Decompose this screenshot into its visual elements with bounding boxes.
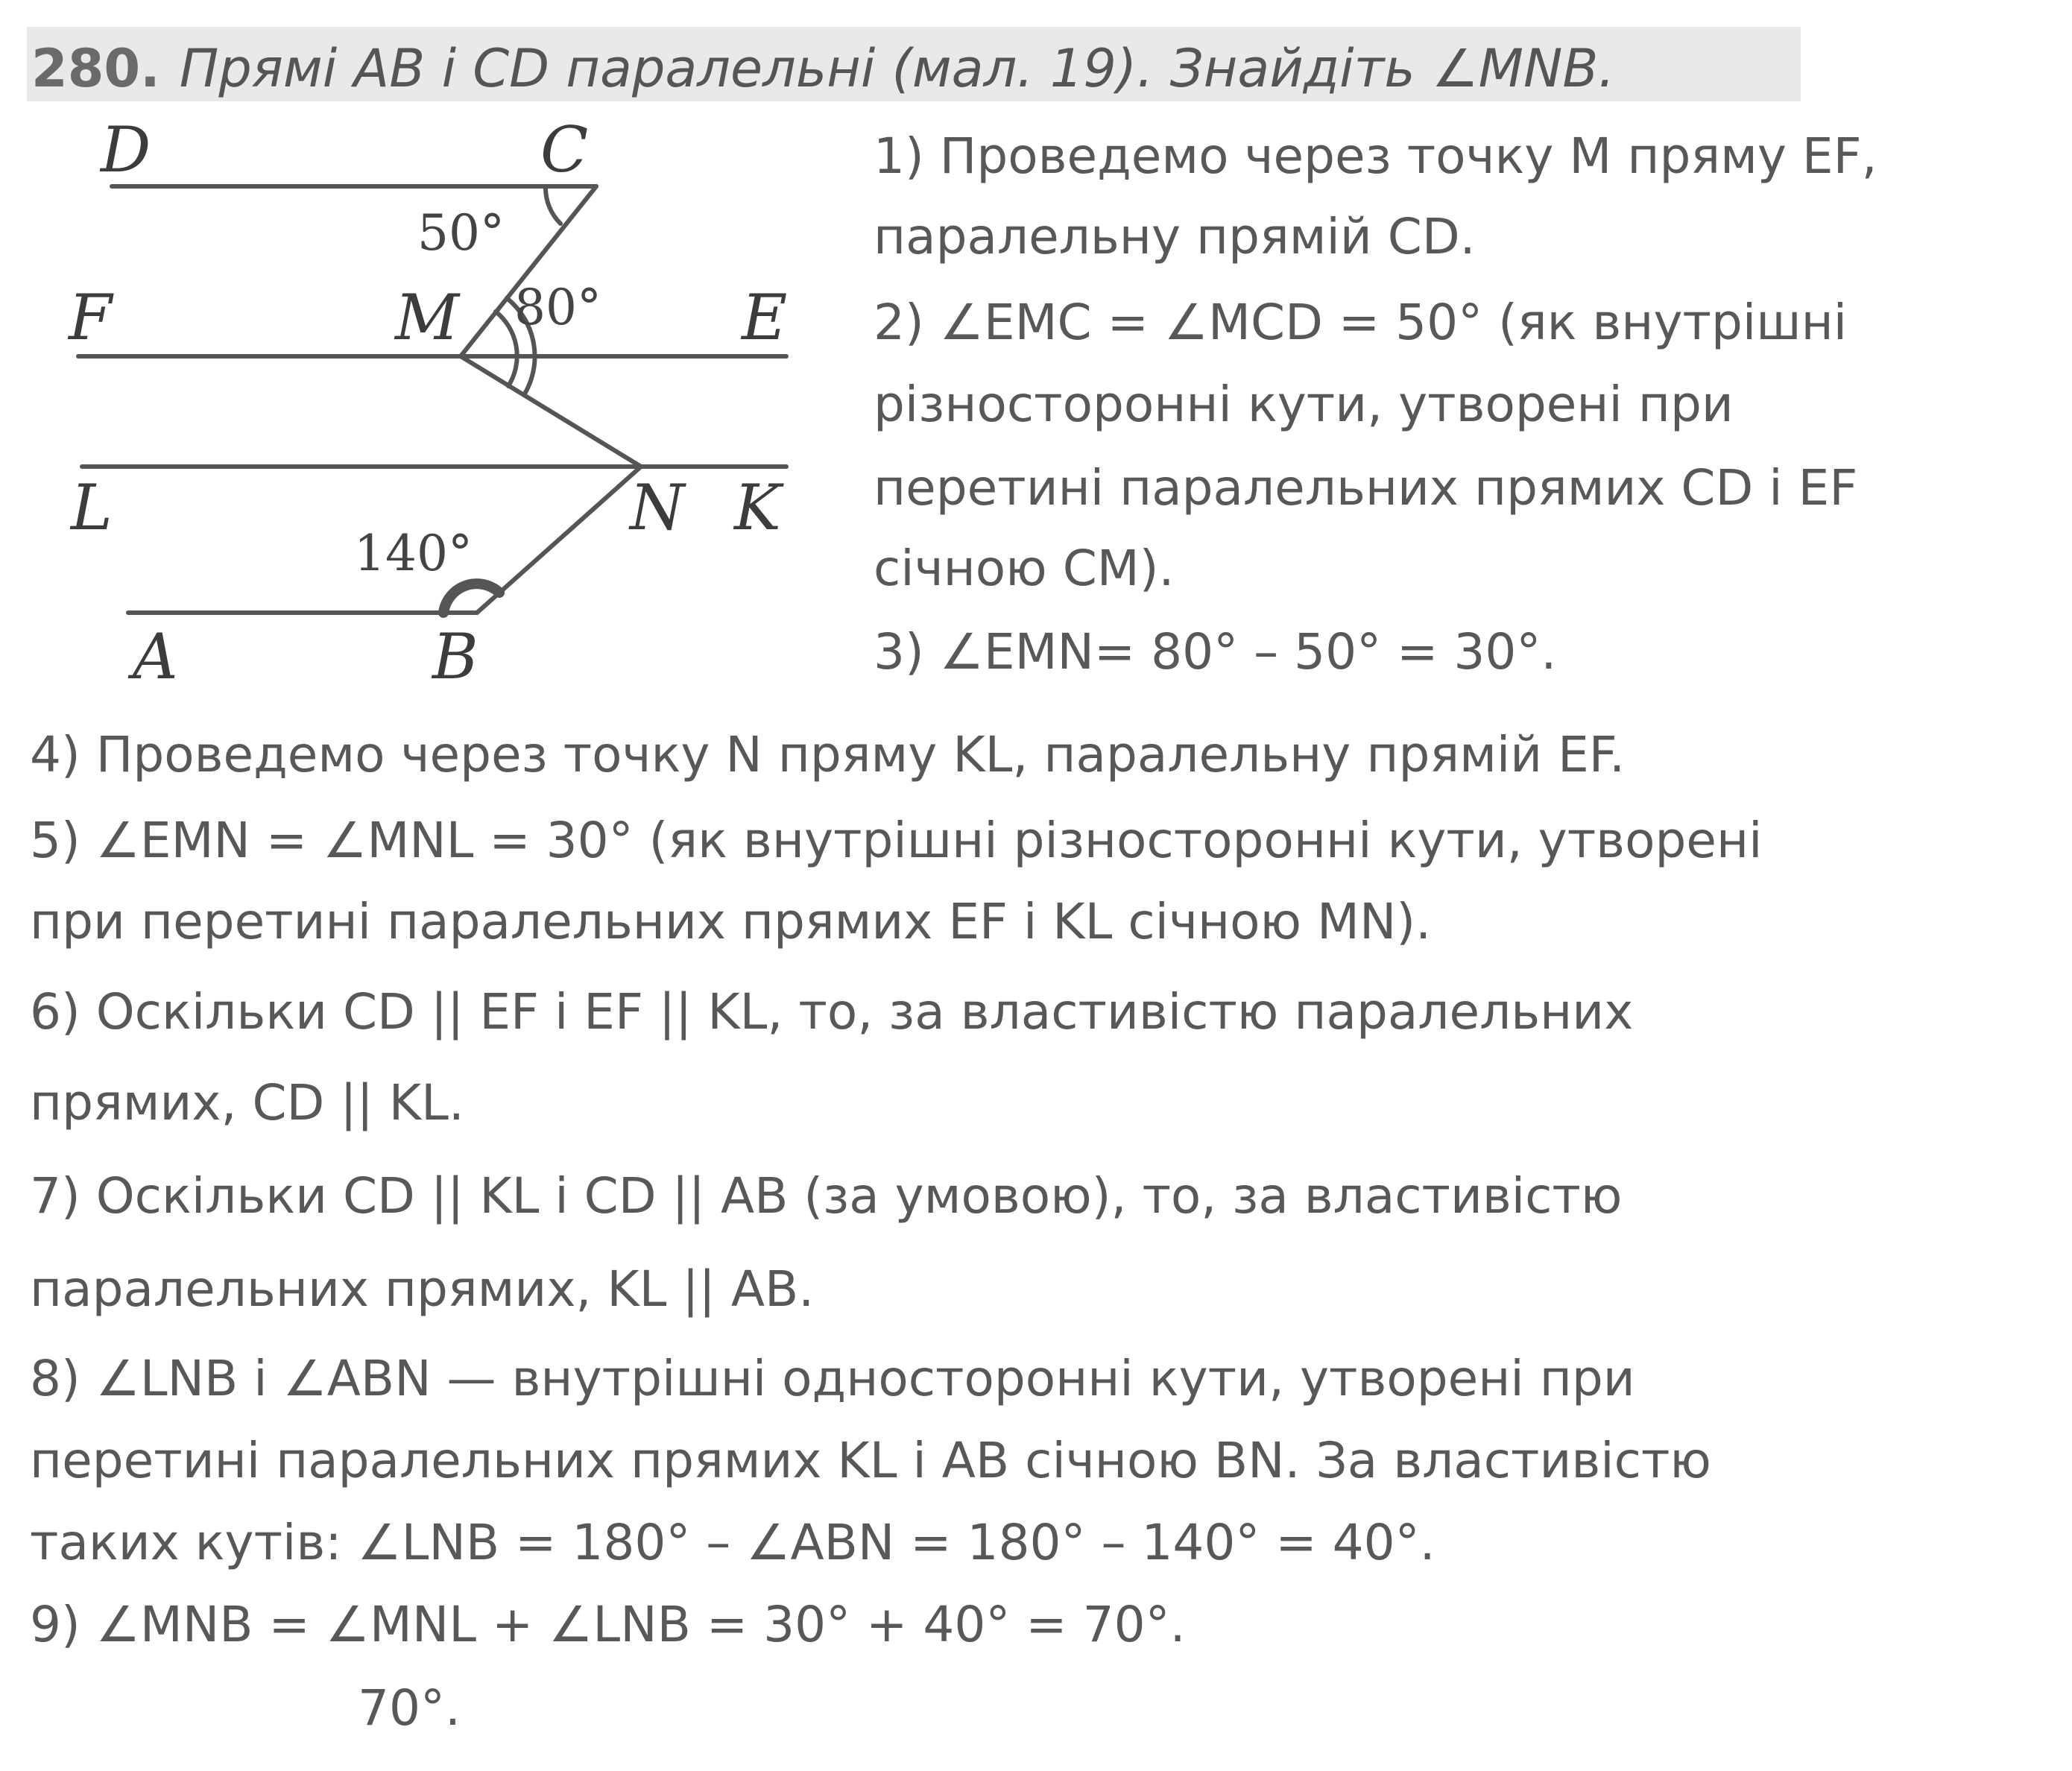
solution-line-14: паралельних прямих, KL || AB. bbox=[30, 1260, 815, 1318]
label-M: M bbox=[395, 281, 460, 354]
solution-line-12: прямих, CD || KL. bbox=[30, 1074, 464, 1131]
solution-line-6: січною CM). bbox=[874, 540, 1175, 597]
label-L: L bbox=[71, 471, 113, 544]
solution-line-4: різносторонні кути, утворені при bbox=[874, 376, 1734, 433]
angle-label-abn: 140° bbox=[354, 525, 473, 582]
problem-statement: Прямі AB і CD паралельні (мал. 19). Знайдіть ∠MNB. bbox=[179, 38, 1615, 99]
label-N: N bbox=[630, 471, 685, 544]
label-B: B bbox=[432, 620, 478, 693]
solution-line-16: перетині паралельних прямих KL і AB січною BN. За властивістю bbox=[30, 1432, 1711, 1489]
label-D: D bbox=[101, 113, 151, 186]
solution-line-1: 1) Проведемо через точку M пряму EF, bbox=[874, 127, 1877, 185]
solution-line-9: 5) ∠EMN = ∠MNL = 30° (як внутрішні різносторонні кути, утворені bbox=[30, 812, 1763, 869]
label-C: C bbox=[540, 113, 589, 186]
solution-line-13: 7) Оскільки CD || KL і CD || AB (за умовою), то, за властивістю bbox=[30, 1167, 1623, 1225]
solution-line-10: при перетині паралельних прямих EF і KL січною MN). bbox=[30, 893, 1432, 950]
solution-line-18: 9) ∠MNB = ∠MNL + ∠LNB = 30° + 40° = 70°. bbox=[30, 1596, 1186, 1653]
label-F: F bbox=[69, 281, 113, 354]
solution-line-5: перетині паралельних прямих CD і EF bbox=[874, 459, 1858, 517]
angle-arc-mcd bbox=[546, 186, 560, 224]
angle-label-mcd: 50° bbox=[417, 204, 505, 262]
solution-line-8: 4) Проведемо через точку N пряму KL, паралельну прямій EF. bbox=[30, 726, 1626, 783]
label-K: K bbox=[734, 471, 781, 544]
label-E: E bbox=[742, 281, 788, 354]
angle-label-cmn: 80° bbox=[514, 279, 601, 336]
problem-number: 280. bbox=[31, 38, 160, 99]
solution-line-17: таких кутів: ∠LNB = 180° – ∠ABN = 180° – 140° = 40°. bbox=[30, 1514, 1435, 1571]
solution-line-7: 3) ∠EMN= 80° – 50° = 30°. bbox=[874, 623, 1557, 681]
label-A: A bbox=[133, 620, 178, 693]
solution-line-15: 8) ∠LNB і ∠ABN — внутрішні односторонні кути, утворені при bbox=[30, 1350, 1635, 1407]
geometry-figure bbox=[45, 112, 805, 701]
solution-line-3: 2) ∠EMC = ∠MCD = 50° (як внутрішні bbox=[874, 294, 1848, 351]
solution-line-11: 6) Оскільки CD || EF і EF || KL, то, за властивістю паралельних bbox=[30, 983, 1634, 1041]
problem-header bbox=[31, 31, 1615, 106]
answer: 70°. bbox=[358, 1679, 461, 1737]
solution-line-2: паралельну прямій CD. bbox=[874, 208, 1476, 265]
